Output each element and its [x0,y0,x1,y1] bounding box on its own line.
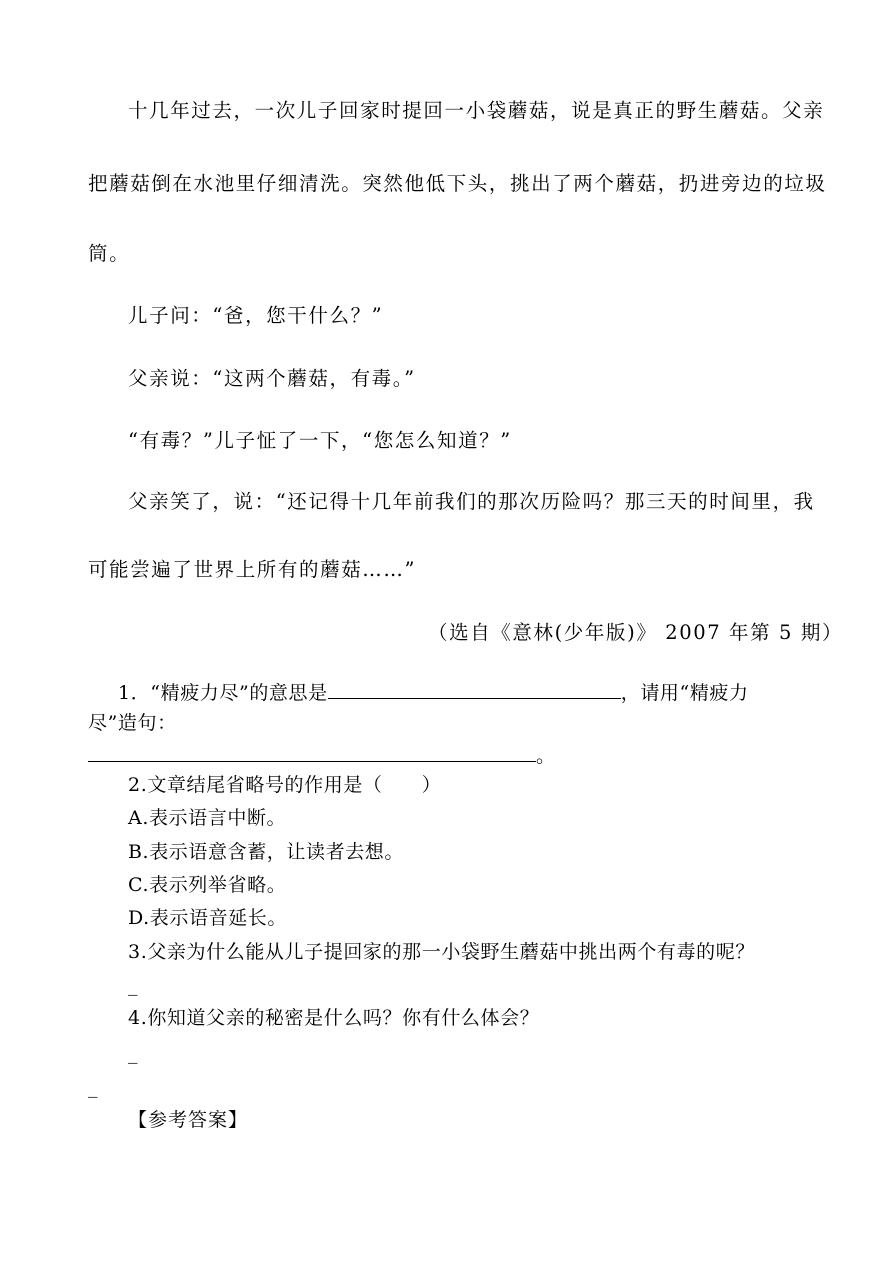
question-1-line-2: 尽”造句： [88,712,177,734]
question-1-prefix: 1．“精疲力尽”的意思是 [118,682,328,704]
source-citation: （选自《意林(少年版)》 2007 年第 5 期） [428,621,844,644]
question-1-end-mark: 。 [536,745,556,767]
question-2-option-c: C.表示列举省略。 [128,874,287,896]
story-paragraph-5-line-1: 父亲笑了，说：“还记得十几年前我们的那次历险吗？那三天的时间里，我 [128,490,815,513]
question-2-option-b: B.表示语意含蓄，让读者去想。 [128,841,405,863]
question-1-sentence-blank[interactable] [88,741,536,762]
question-4: 4.你知道父亲的秘密是什么吗？你有什么体会？ [128,1007,540,1029]
question-3: 3.父亲为什么能从儿子提回家的那一小袋野生蘑菇中挑出两个有毒的呢？ [128,941,755,963]
reference-answer-header: 【参考答案】 [128,1109,249,1131]
question-1-line-1 [118,678,749,705]
story-paragraph-1-line-1: 十几年过去，一次儿子回家时提回一小袋蘑菇，说是真正的野生蘑菇。父亲 [128,99,825,122]
story-paragraph-2: 儿子问：“爸，您干什么？” [128,304,384,327]
question-4-answer-blank-1[interactable]: _ [128,1042,139,1064]
question-2-option-d: D.表示语音延长。 [128,907,287,929]
question-2-option-a: A.表示语言中断。 [128,807,287,829]
question-1-line-3 [88,741,556,768]
question-4-answer-blank-2[interactable]: _ [88,1076,99,1098]
story-paragraph-1-line-3: 筒。 [88,242,131,265]
story-paragraph-1-line-2: 把蘑菇倒在水池里仔细清洗。突然他低下头，挑出了两个蘑菇，扔进旁边的垃圾 [88,172,827,195]
story-paragraph-3: 父亲说：“这两个蘑菇，有毒。” [128,367,416,390]
story-paragraph-5-line-2: 可能尝遍了世界上所有的蘑菇……” [88,558,417,581]
story-paragraph-4: “有毒？”儿子怔了一下，“您怎么知道？” [128,429,512,452]
question-1-meaning-blank[interactable] [328,678,621,699]
question-3-answer-blank[interactable]: _ [128,974,139,996]
question-1-suffix: ，请用“精疲力 [620,682,749,704]
question-2: 2.文章结尾省略号的作用是（ ） [128,774,442,796]
